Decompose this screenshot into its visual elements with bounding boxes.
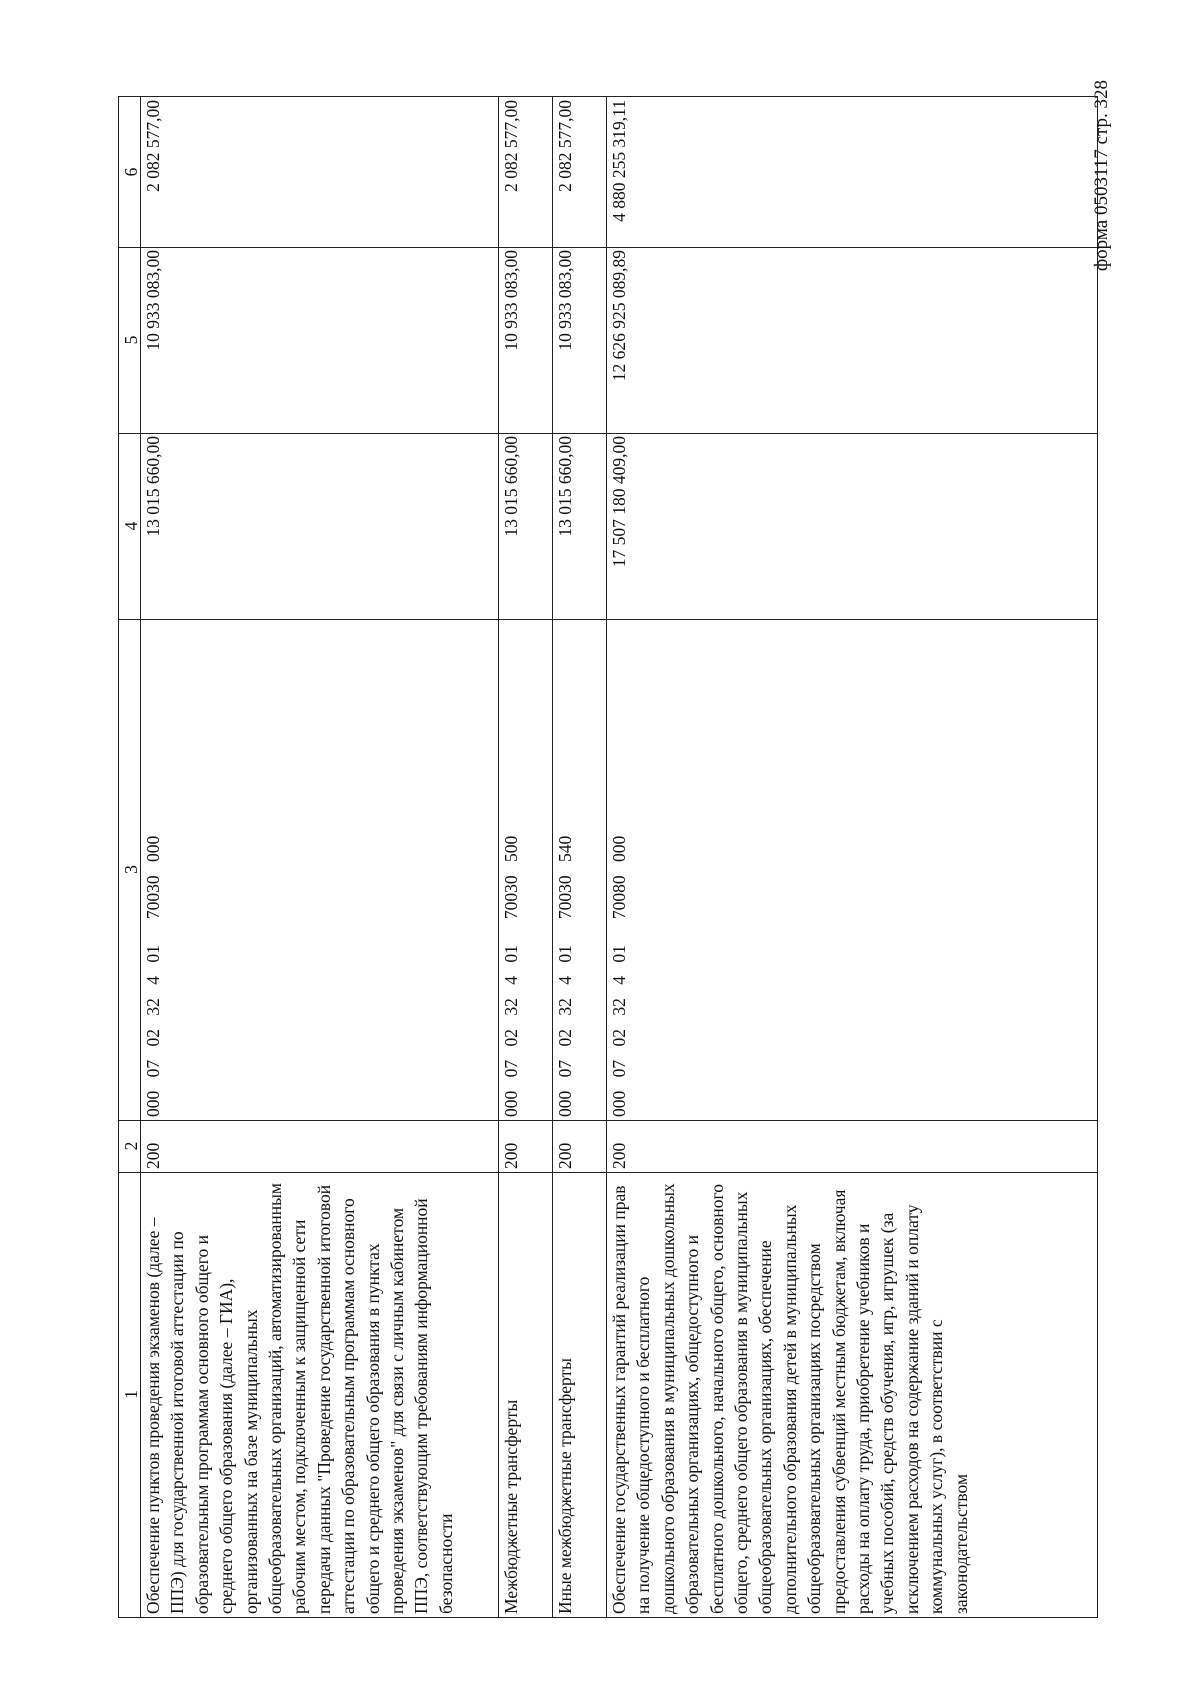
code-suffix: 70030 000 (143, 835, 163, 920)
code-suffix: 70030 500 (501, 835, 521, 920)
row-line-code: 200 (143, 1142, 163, 1169)
row-classification-code (553, 619, 607, 1120)
column-number-4: 4 (121, 521, 141, 531)
code-suffix: 70080 000 (609, 835, 629, 920)
column-number-row (119, 97, 141, 1617)
column-number-3: 3 (121, 865, 141, 874)
code-suffix: 70030 540 (555, 835, 575, 920)
form-label: форма 0503117 стр. 328 (1091, 80, 1112, 272)
row-approved: 13 015 660,00 (501, 436, 521, 537)
row-name: Обеспечение государственных гарантий реализации прав на получение общедоступного и бесплатного дошкольного образования в муниципальных дошкольных образовательных организациях, общедоступного и бесплатного дошкольного, начального общего, основного общего, среднего общего образования в муниципальных общеобразовательных организациях, обеспечение дополнительного образования детей в муниципальных общеобразовательных организациях посредством предоставления субвенций местным бюджетам, включая расходы на оплату труда, приобретение учебников и учебных пособий, средств обучения, игр, игрушек (за исключением расходов на содержание зданий и оплату коммунальных услуг), в соответствии с законодательством (609, 1183, 971, 1614)
code-prefix: 000 07 02 32 4 01 (143, 945, 163, 1117)
row-line-code: 200 (609, 1142, 629, 1169)
row-unexecuted: 2 082 577,00 (143, 100, 163, 192)
row-approved: 13 015 660,00 (555, 436, 575, 537)
row-name: Обеспечение пунктов проведения экзаменов (далее – ППЭ) для государственной итоговой аттестации по образовательным программам основного общего и среднего общего образования (далее – ГИА), организованных на базе муниципальных общеобразовательных организаций, автоматизированным рабочим местом, подключенным к защищенной сети передачи данных "Проведение государственной итоговой аттестации по образовательным программам основного общего и среднего общего образования в пунктах проведения экзаменов" для связи с личным кабинетом ППЭ, соответствующим требованиям информационной безопасности (143, 1183, 456, 1614)
row-approved: 17 507 180 409,00 (609, 436, 629, 568)
row-unexecuted: 4 880 255 319,11 (609, 100, 629, 222)
row-classification-code (607, 619, 1097, 1120)
column-number-5: 5 (121, 335, 141, 345)
table-row (607, 97, 1097, 1617)
row-executed: 10 933 083,00 (143, 250, 163, 351)
row-line-code: 200 (501, 1142, 521, 1169)
column-number-2: 2 (121, 1141, 141, 1151)
row-approved: 13 015 660,00 (143, 436, 163, 537)
code-prefix: 000 07 02 32 4 01 (501, 945, 521, 1117)
row-executed: 12 626 925 089,89 (609, 250, 629, 382)
table-row (141, 97, 499, 1617)
report-table (118, 96, 1098, 1618)
column-number-1: 1 (121, 1390, 141, 1399)
code-prefix: 000 07 02 32 4 01 (555, 945, 575, 1117)
row-name: Межбюджетные трансферты (501, 1399, 521, 1614)
code-prefix: 000 07 02 32 4 01 (609, 945, 629, 1117)
column-number-cell (119, 1172, 141, 1617)
row-name: Иные межбюджетные трансферты (555, 1358, 575, 1614)
row-unexecuted: 2 082 577,00 (501, 100, 521, 192)
row-classification-code (499, 619, 553, 1120)
row-line-code: 200 (555, 1142, 575, 1169)
row-executed: 10 933 083,00 (501, 250, 521, 351)
table-row (553, 97, 607, 1617)
table-row (499, 97, 553, 1617)
row-unexecuted: 2 082 577,00 (555, 100, 575, 192)
row-executed: 10 933 083,00 (555, 250, 575, 351)
column-number-6: 6 (121, 167, 141, 177)
row-classification-code (141, 619, 499, 1120)
